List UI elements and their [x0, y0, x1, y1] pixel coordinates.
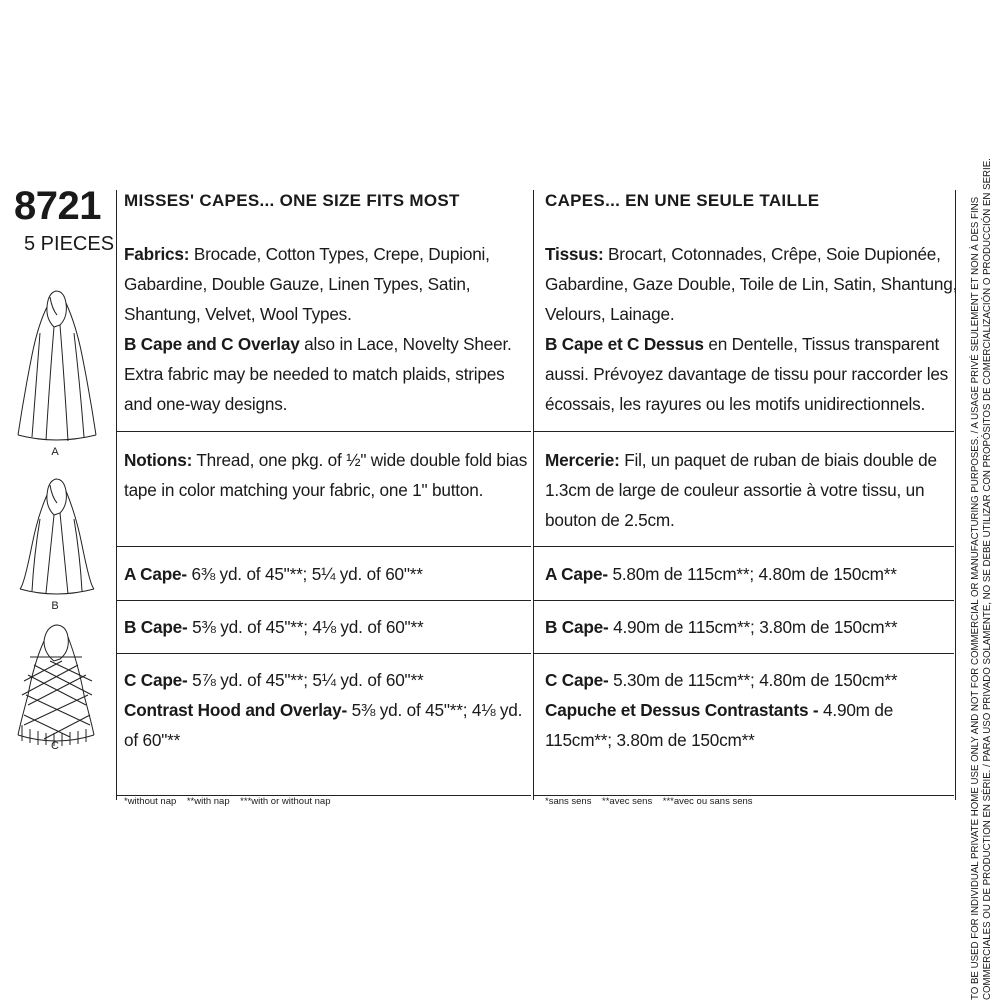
contrast-metrage: 4.90m de	[818, 700, 894, 720]
section-divider	[117, 653, 531, 654]
cape-a-metrage: 5.80m de 115cm**; 4.80m de 150cm**	[607, 564, 897, 584]
fabrics-text: Gabardine, Double Gauze, Linen Types, Satin,	[124, 274, 471, 294]
dessus-text: écossais, les rayures ou les motifs unidirectionnels.	[545, 394, 926, 414]
section-divider	[534, 546, 954, 547]
french-fabrics-block	[545, 239, 957, 419]
usage-notice-line: TO BE USED FOR INDIVIDUAL PRIVATE HOME USE ONLY AND NOT FOR COMMERCIAL OR MANUFACTURING PURPOSES. / A USAGE PRIVÉ SEULEMENT ET NON À DES FINS	[970, 196, 981, 1000]
notions-label: Notions:	[124, 450, 193, 470]
view-c-label: C	[51, 740, 59, 752]
section-divider	[534, 431, 954, 432]
view-b-sketch	[20, 479, 94, 594]
dessus-text: en Dentelle, Tissus transparent	[703, 334, 940, 354]
contrast-label: Capuche et Dessus Contrastants -	[545, 700, 819, 720]
view-c-sketch	[18, 625, 94, 746]
section-divider	[534, 600, 954, 601]
view-a-label: A	[51, 446, 59, 458]
tissus-label: Tissus:	[545, 244, 604, 264]
cape-b-label: B Cape-	[545, 617, 609, 637]
view-a-sketch	[18, 291, 96, 441]
french-heading: CAPES... EN UNE SEULE TAILLE	[545, 191, 820, 210]
french-cape-a	[545, 559, 897, 589]
notions-text: tape in color matching your fabric, one 1" button.	[124, 480, 484, 500]
english-fabrics-block	[124, 239, 512, 419]
view-b-label: B	[51, 600, 59, 612]
english-footnote: *without nap **with nap ***with or without nap	[124, 796, 331, 807]
cape-a-label: A Cape-	[124, 564, 187, 584]
view-sketches	[10, 285, 105, 815]
contrast-yardage: 5⅜ yd. of 45"**; 4⅛ yd.	[347, 700, 523, 720]
section-divider	[117, 546, 531, 547]
tissus-text: Gabardine, Gaze Double, Toile de Lin, Satin, Shantung,	[545, 274, 958, 294]
section-divider	[117, 600, 531, 601]
mercerie-label: Mercerie:	[545, 450, 620, 470]
contrast-yardage: of 60"**	[124, 730, 181, 750]
english-notions-block	[124, 445, 527, 505]
cape-c-label: C Cape-	[124, 670, 188, 690]
cape-b-metrage: 4.90m de 115cm**; 3.80m de 150cm**	[608, 617, 898, 637]
dessus-text: aussi. Prévoyez davantage de tissu pour raccorder les	[545, 364, 949, 384]
overlay-text: and one-way designs.	[124, 394, 288, 414]
contrast-metrage: 115cm**; 3.80m de 150cm**	[545, 730, 755, 750]
notions-text: Thread, one pkg. of ½" wide double fold bias	[192, 450, 528, 470]
mercerie-text: 1.3cm de large de couleur assortie à votre tissu, un	[545, 480, 925, 500]
pattern-number: 8721	[14, 184, 101, 228]
overlay-label: B Cape and C Overlay	[124, 334, 300, 354]
english-heading: MISSES' CAPES... ONE SIZE FITS MOST	[124, 191, 460, 210]
overlay-text: Extra fabric may be needed to match plaids, stripes	[124, 364, 505, 384]
usage-notice	[970, 158, 993, 1000]
tissus-text: Velours, Lainage.	[545, 304, 675, 324]
fabrics-text: Shantung, Velvet, Wool Types.	[124, 304, 352, 324]
fabrics-label: Fabrics:	[124, 244, 190, 264]
cape-c-metrage: 5.30m de 115cm**; 4.80m de 150cm**	[608, 670, 898, 690]
overlay-text: also in Lace, Novelty Sheer.	[299, 334, 512, 354]
french-cape-c	[545, 665, 897, 755]
mercerie-text: Fil, un paquet de ruban de biais double de	[619, 450, 937, 470]
french-footnote: *sans sens **avec sens ***avec ou sans sens	[545, 796, 753, 807]
pieces-count: 5 PIECES	[24, 233, 115, 255]
tissus-text: Brocart, Cotonnades, Crêpe, Soie Dupionée,	[603, 244, 941, 264]
section-divider	[534, 653, 954, 654]
cape-a-yardage: 6⅜ yd. of 45"**; 5¼ yd. of 60"**	[186, 564, 423, 584]
fabrics-text: Brocade, Cotton Types, Crepe, Dupioni,	[189, 244, 490, 264]
french-cape-b	[545, 612, 897, 642]
cape-c-label: C Cape-	[545, 670, 609, 690]
dessus-label: B Cape et C Dessus	[545, 334, 704, 354]
english-cape-c	[124, 665, 522, 755]
contrast-label: Contrast Hood and Overlay-	[124, 700, 348, 720]
usage-notice-line: COMMERCIALES OU DE PRODUCTION EN SÉRIE. / PARA USO PRIVADO SOLAMENTE, NO SE DEBE UTILIZAR CON PROPÓSITOS DE COMERCIALIZACIÓN O PRODUCCIÓN EN SERIE.	[981, 158, 993, 1000]
cape-a-label: A Cape-	[545, 564, 608, 584]
column-divider-middle	[533, 190, 534, 800]
cape-b-label: B Cape-	[124, 617, 188, 637]
english-cape-a	[124, 559, 423, 589]
english-cape-b	[124, 612, 423, 642]
cape-b-yardage: 5⅜ yd. of 45"**; 4⅛ yd. of 60"**	[187, 617, 424, 637]
section-divider	[117, 431, 531, 432]
cape-c-yardage: 5⅞ yd. of 45"**; 5¼ yd. of 60"**	[187, 670, 424, 690]
french-notions-block	[545, 445, 937, 535]
column-divider-left	[116, 190, 117, 800]
mercerie-text: bouton de 2.5cm.	[545, 510, 675, 530]
